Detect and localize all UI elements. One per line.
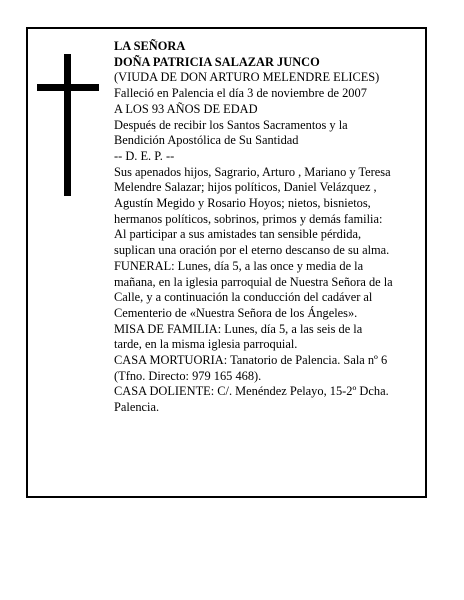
notice-line: CASA MORTUORIA: Tanatorio de Palencia. Sala nº 6: [114, 353, 388, 368]
notice-line: Después de recibir los Santos Sacramentos y la: [114, 117, 348, 132]
cross-icon: [37, 54, 99, 196]
notice-line: CASA DOLIENTE: C/. Menéndez Pelayo, 15-2º Dcha.: [114, 384, 389, 399]
notice-line: (Tfno. Directo: 979 165 468).: [114, 368, 262, 383]
notice-line: FUNERAL: Lunes, día 5, a las once y media de la: [114, 258, 364, 273]
notice-line: Calle, y a continuación la conducción del cadáver al: [114, 290, 373, 305]
notice-line: Agustín Megido y Rosario Hoyos; nietos, bisnietos,: [114, 196, 371, 211]
notice-line: tarde, en la misma iglesia parroquial.: [114, 337, 298, 352]
notice-line: Al participar a sus amistades tan sensible pérdida,: [114, 227, 362, 242]
notice-line: hermanos políticos, sobrinos, primos y demás familia:: [114, 211, 383, 226]
obituary-text: [114, 39, 426, 416]
notice-line: Sus apenados hijos, Sagrario, Arturo , Mariano y Teresa: [114, 164, 391, 179]
notice-line: Palencia.: [114, 400, 160, 415]
notice-line: MISA DE FAMILIA: Lunes, día 5, a las seis de la: [114, 321, 363, 336]
notice-line: Cementerio de «Nuestra Señora de los Ángeles».: [114, 305, 358, 320]
notice-line: suplican una oración por el eterno descanso de su alma.: [114, 243, 390, 258]
notice-line: mañana, en la iglesia parroquial de Nuestra Señora de la: [114, 274, 393, 289]
notice-line: Falleció en Palencia el día 3 de noviembre de 2007: [114, 86, 367, 101]
notice-line: (VIUDA DE DON ARTURO MELENDRE ELICES): [114, 70, 380, 85]
notice-line: A LOS 93 AÑOS DE EDAD: [114, 101, 258, 116]
notice-line: -- D. E. P. --: [114, 148, 175, 163]
notice-line: Bendición Apostólica de Su Santidad: [114, 133, 299, 148]
notice-heading: LA SEÑORA: [114, 39, 186, 53]
deceased-name: DOÑA PATRICIA SALAZAR JUNCO: [114, 54, 320, 69]
notice-line: Melendre Salazar; hijos políticos, Daniel Velázquez ,: [114, 180, 377, 195]
